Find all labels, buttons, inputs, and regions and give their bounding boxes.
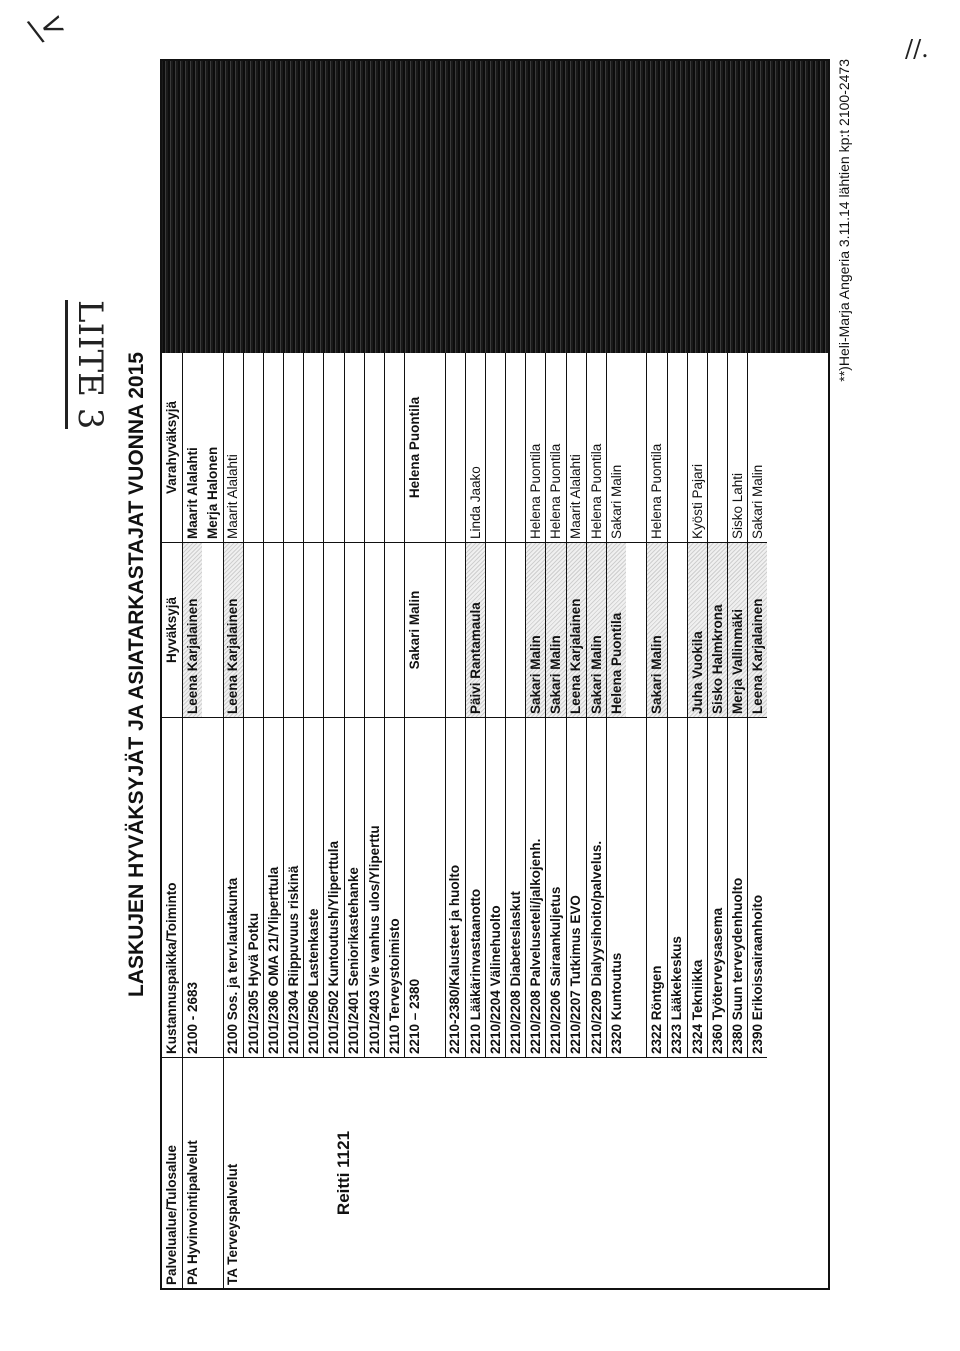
- approver-cell: Helena Puontila: [606, 543, 626, 718]
- cost-center-cell: 2210 – 2380: [404, 718, 424, 1058]
- cost-center-cell: 2101/2306 OMA 21/Yliperttula: [263, 718, 283, 1058]
- approver-cell: Leena Karjalainen: [747, 543, 767, 718]
- cost-center-cell: 2210/2209 Dialyysihoito/palvelus.: [586, 718, 606, 1058]
- deputy-cell: Maarit Alalahti: [566, 353, 586, 543]
- deputy-cell: [485, 353, 505, 543]
- approver-cell: Leena Karjalainen: [223, 543, 243, 718]
- cost-center-cell: 2210/2206 Sairaankuljetus: [545, 718, 565, 1058]
- cost-center-cell: 2210-2380/Kalusteet ja huolto: [445, 718, 465, 1058]
- cost-center-cell: 2110 Terveystoimisto: [384, 718, 404, 1058]
- approver-cell: Päivi Rantamaula: [465, 543, 485, 718]
- header-area: Palvelualue/Tulosalue: [164, 1144, 180, 1285]
- deputy-cell: [283, 353, 303, 543]
- cost-center-cell: 2380 Suun terveydenhuolto: [727, 718, 747, 1058]
- cost-center-cell: 2101/2305 Hyvä Potku: [243, 718, 263, 1058]
- approver-cell: Leena Karjalainen: [566, 543, 586, 718]
- handwritten-mark-top-left: \<: [25, 5, 71, 50]
- approver-cell: [364, 543, 384, 718]
- deputy-cell: [384, 353, 404, 543]
- cost-center-cell: [202, 718, 222, 1058]
- deputy-cell: [667, 353, 687, 543]
- deputy-cell: Maarit Alalahti: [182, 353, 202, 543]
- approver-table: [160, 59, 830, 1290]
- approver-cell: [445, 543, 465, 718]
- deputy-cell: [445, 353, 465, 543]
- header-approver: Hyväksyjä: [162, 543, 182, 718]
- cost-center-cell: 2100 Sos. ja terv.lautakunta: [223, 718, 243, 1058]
- cost-center-cell: 2100 - 2683: [182, 718, 202, 1058]
- approver-cell: Sakari Malin: [646, 543, 666, 718]
- area-ta: TA Terveyspalvelut: [223, 1058, 243, 1288]
- cost-center-cell: [424, 718, 444, 1058]
- deputy-cell: Sakari Malin: [606, 353, 626, 543]
- cost-center-cell: 2101/2403 Vie vanhus ulos/Yliperttu: [364, 718, 384, 1058]
- approver-cell: [384, 543, 404, 718]
- cost-center-cell: 2322 Röntgen: [646, 718, 666, 1058]
- cost-center-cell: 2210/2208 Palveluseteli/jalkojenh.: [525, 718, 545, 1058]
- cost-center-cell: 2210 Lääkärinvastaanotto: [465, 718, 485, 1058]
- approver-cell: Juha Vuokila: [687, 543, 707, 718]
- deputy-cell: [707, 353, 727, 543]
- redacted-area: [162, 61, 828, 353]
- approver-cell: [485, 543, 505, 718]
- approver-cell: Sisko Halmkrona: [707, 543, 727, 718]
- approver-cell: [505, 543, 525, 718]
- deputy-cell: Helena Puontila: [525, 353, 545, 543]
- approver-cell: [344, 543, 364, 718]
- approver-cell: Sakari Malin: [525, 543, 545, 718]
- approver-cell: [263, 543, 283, 718]
- handwritten-attachment-label: LIITE 3: [65, 300, 110, 429]
- cost-center-cell: 2390 Erikoissairaanhoito: [747, 718, 767, 1058]
- deputy-cell: [344, 353, 364, 543]
- deputy-cell: Helena Puontila: [404, 353, 424, 543]
- approver-cell: Sakari Malin: [545, 543, 565, 718]
- deputy-cell: [364, 353, 384, 543]
- approver-cell: [626, 543, 646, 718]
- cost-center-cell: 2101/2502 Kuntoutush/Yliperttula: [323, 718, 343, 1058]
- deputy-cell: Kyösti Pajari: [687, 353, 707, 543]
- header-cost: Kustannuspaikka/Toiminto: [162, 718, 182, 1058]
- deputy-cell: Merja Halonen: [202, 353, 222, 543]
- deputy-cell: Sisko Lahti: [727, 353, 747, 543]
- cost-center-cell: 2360 Työterveysasema: [707, 718, 727, 1058]
- deputy-cell: [626, 353, 646, 543]
- area-pa: PA Hyvinvointipalvelut: [182, 1058, 202, 1288]
- cost-center-cell: 2210/2204 Välinehuolto: [485, 718, 505, 1058]
- deputy-cell: [243, 353, 263, 543]
- approver-cell: [283, 543, 303, 718]
- approver-cell: Sakari Malin: [586, 543, 606, 718]
- deputy-cell: [303, 353, 323, 543]
- cost-center-cell: 2323 Lääkekeskus: [667, 718, 687, 1058]
- cost-center-cell: 2324 Tekniikka: [687, 718, 707, 1058]
- approver-cell: Sakari Malin: [404, 543, 424, 718]
- cost-center-cell: 2101/2506 Lastenkaste: [303, 718, 323, 1058]
- footnote: **)Heli-Marja Angeria 3.11.14 lähtien kp:t 2100-2473: [836, 59, 852, 382]
- approver-cell: [667, 543, 687, 718]
- deputy-cell: Sakari Malin: [747, 353, 767, 543]
- header-deputy: Varahyväksyjä: [162, 353, 182, 543]
- cost-center-cell: 2210/2207 Tutkimus EVO: [566, 718, 586, 1058]
- cost-center-cell: 2101/2401 Seniorikastehanke: [344, 718, 364, 1058]
- deputy-cell: [323, 353, 343, 543]
- deputy-cell: Helena Puontila: [545, 353, 565, 543]
- cost-center-cell: [626, 718, 646, 1058]
- approver-cell: Merja Vallinmäki: [727, 543, 747, 718]
- approver-cell: [323, 543, 343, 718]
- document-title: LASKUJEN HYVÄKSYJÄT JA ASIATARKASTAJAT VUONNA 2015: [125, 352, 148, 997]
- cost-center-cell: 2320 Kuntoutus: [606, 718, 626, 1058]
- deputy-cell: Maarit Alalahti: [223, 353, 243, 543]
- handwritten-mark-top-right: //.: [905, 35, 929, 63]
- deputy-cell: Linda Jaako: [465, 353, 485, 543]
- approver-cell: [243, 543, 263, 718]
- cost-center-cell: 2210/2208 Diabeteslaskut: [505, 718, 525, 1058]
- rotated-document: [120, 59, 880, 1290]
- approver-cell: Leena Karjalainen: [182, 543, 202, 718]
- deputy-cell: [424, 353, 444, 543]
- deputy-cell: [505, 353, 525, 543]
- cost-center-cell: 2101/2304 Riippuvuus riskinä: [283, 718, 303, 1058]
- deputy-cell: Helena Puontila: [586, 353, 606, 543]
- approver-cell: [424, 543, 444, 718]
- deputy-cell: [263, 353, 283, 543]
- approver-cell: [303, 543, 323, 718]
- approver-cell: [202, 543, 222, 718]
- deputy-cell: Helena Puontila: [646, 353, 666, 543]
- route-label: Reitti 1121: [334, 1130, 354, 1216]
